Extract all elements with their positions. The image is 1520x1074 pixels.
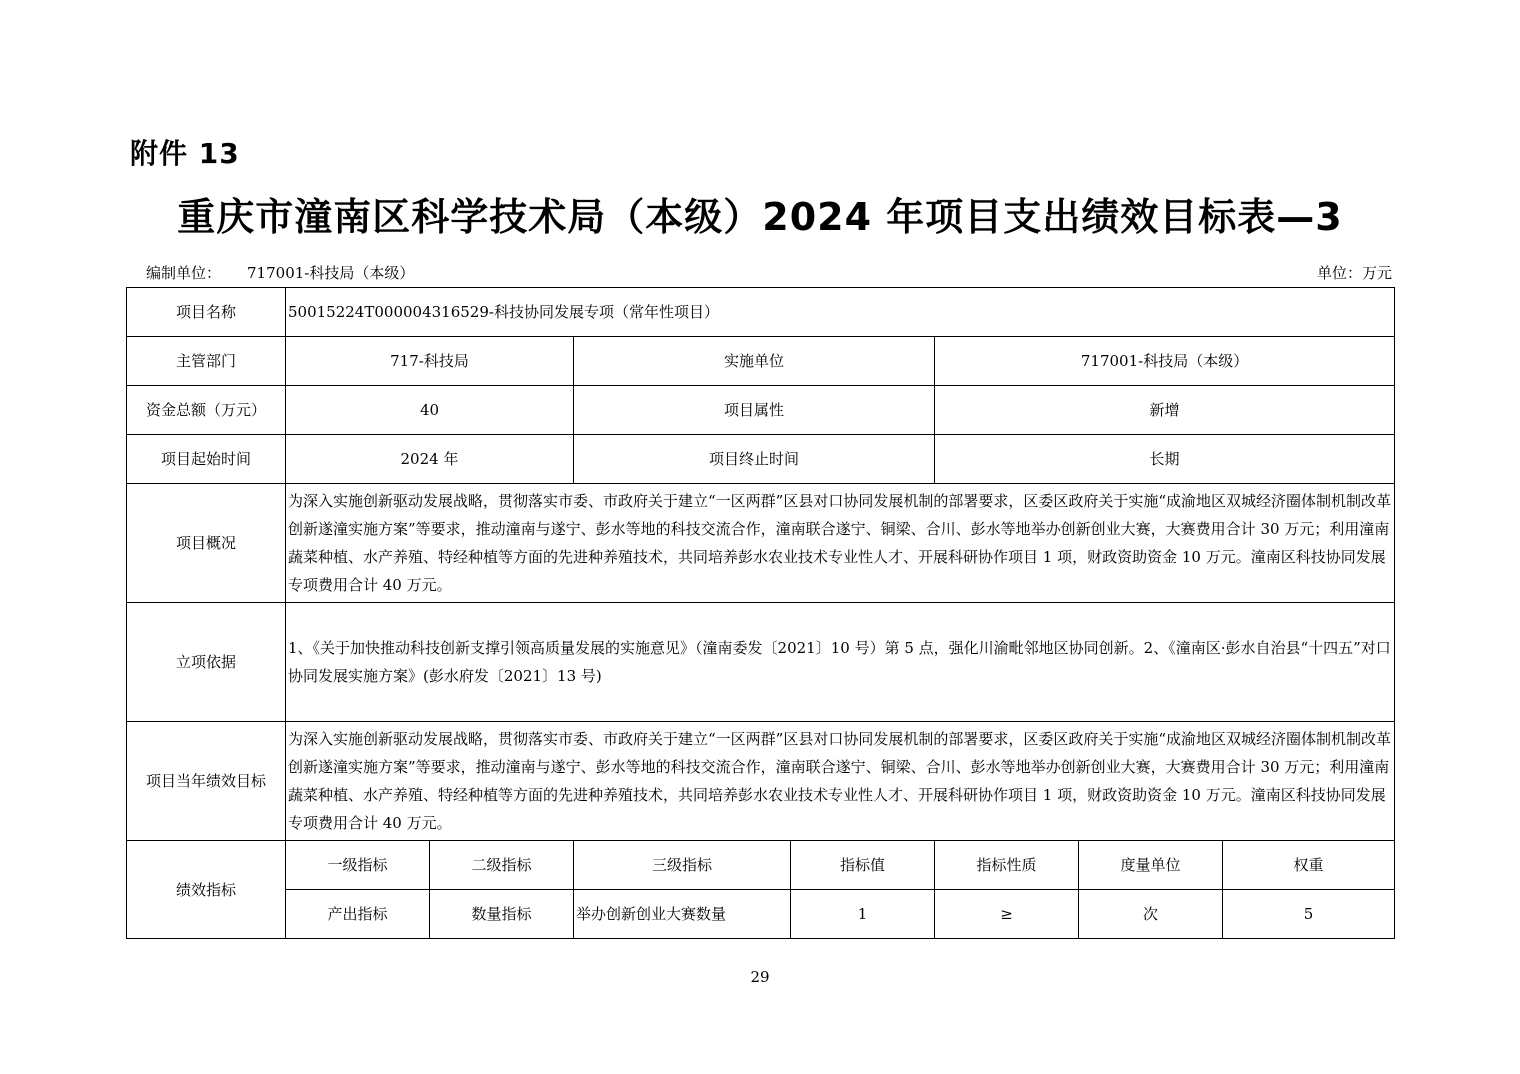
table-row: [127, 484, 1395, 603]
start-value: 2024 年: [286, 435, 574, 484]
overview-text: 为深入实施创新驱动发展战略，贯彻落实市委、市政府关于建立“一区两群”区县对口协同发展机制的部署要求，区委区政府关于实施“成渝地区双城经济圈体制机制改革创新遂潼实施方案”等要求，推动潼南与遂宁、彭水等地的科技交流合作，潼南联合遂宁、铜梁、合川、彭水等地举办创新创业大赛，大赛费用合计 30 万元；利用潼南蔬菜种植、水产养殖、特经种植等方面的先进种养殖技术，共同培养彭水农业技术专业性人才、开展科研协作项目 1 项，财政资助资金 10 万元。潼南区科技协同发展专项费用合计 40 万元。: [286, 484, 1395, 603]
compiler-value: 717001-科技局（本级）: [247, 264, 415, 282]
table-row: [127, 890, 1395, 939]
fund-label: 资金总额（万元）: [127, 386, 286, 435]
table-row: [127, 841, 1395, 890]
project-name-label: 项目名称: [127, 288, 286, 337]
end-value: 长期: [935, 435, 1395, 484]
impl-label: 实施单位: [574, 337, 935, 386]
perf-cell: ≥: [935, 890, 1079, 939]
table-row: [127, 288, 1395, 337]
perf-cell: 次: [1079, 890, 1223, 939]
basis-text: 1、《关于加快推动科技创新支撑引领高质量发展的实施意见》（潼南委发〔2021〕10 号）第 5 点，强化川渝毗邻地区协同创新。2、《潼南区·彭水自治县“十四五”对口协同发展实施方案》(彭水府发〔2021〕13 号): [286, 603, 1395, 722]
perf-header-unit: 度量单位: [1079, 841, 1223, 890]
performance-table: [126, 287, 1395, 939]
perf-cell: 5: [1223, 890, 1395, 939]
attr-label: 项目属性: [574, 386, 935, 435]
perf-header-level3: 三级指标: [574, 841, 791, 890]
perf-header-level1: 一级指标: [286, 841, 430, 890]
compiler-info: [146, 262, 414, 283]
table-row: [127, 435, 1395, 484]
document-title: 重庆市潼南区科学技术局（本级）2024 年项目支出绩效目标表—3: [177, 195, 1343, 239]
unit-label: 单位：万元: [1316, 264, 1392, 282]
perf-header-value: 指标值: [791, 841, 935, 890]
perf-cell: 产出指标: [286, 890, 430, 939]
perf-cell: 数量指标: [430, 890, 574, 939]
goal-text: 为深入实施创新驱动发展战略，贯彻落实市委、市政府关于建立“一区两群”区县对口协同发展机制的部署要求，区委区政府关于实施“成渝地区双城经济圈体制机制改革创新遂潼实施方案”等要求，推动潼南与遂宁、彭水等地的科技交流合作，潼南联合遂宁、铜梁、合川、彭水等地举办创新创业大赛，大赛费用合计 30 万元；利用潼南蔬菜种植、水产养殖、特经种植等方面的先进种养殖技术，共同培养彭水农业技术专业性人才、开展科研协作项目 1 项，财政资助资金 10 万元。潼南区科技协同发展专项费用合计 40 万元。: [286, 722, 1395, 841]
perf-cell: 举办创新创业大赛数量: [574, 890, 791, 939]
overview-label: 项目概况: [127, 484, 286, 603]
attr-value: 新增: [935, 386, 1395, 435]
perf-cell: 1: [791, 890, 935, 939]
table-row: [127, 337, 1395, 386]
basis-label: 立项依据: [127, 603, 286, 722]
goal-label: 项目当年绩效目标: [127, 722, 286, 841]
compiler-label: 编制单位：: [146, 264, 222, 282]
table-row: [127, 722, 1395, 841]
impl-value: 717001-科技局（本级）: [935, 337, 1395, 386]
perf-header-nature: 指标性质: [935, 841, 1079, 890]
page-number: 29: [750, 968, 770, 986]
project-name-value: 50015224T000004316529-科技协同发展专项（常年性项目）: [286, 288, 1395, 337]
dept-value: 717-科技局: [286, 337, 574, 386]
table-row: [127, 603, 1395, 722]
perf-header-weight: 权重: [1223, 841, 1395, 890]
perf-label: 绩效指标: [127, 841, 286, 939]
dept-label: 主管部门: [127, 337, 286, 386]
perf-header-level2: 二级指标: [430, 841, 574, 890]
table-row: [127, 386, 1395, 435]
attachment-label: 附件 13: [130, 137, 240, 170]
fund-value: 40: [286, 386, 574, 435]
start-label: 项目起始时间: [127, 435, 286, 484]
end-label: 项目终止时间: [574, 435, 935, 484]
